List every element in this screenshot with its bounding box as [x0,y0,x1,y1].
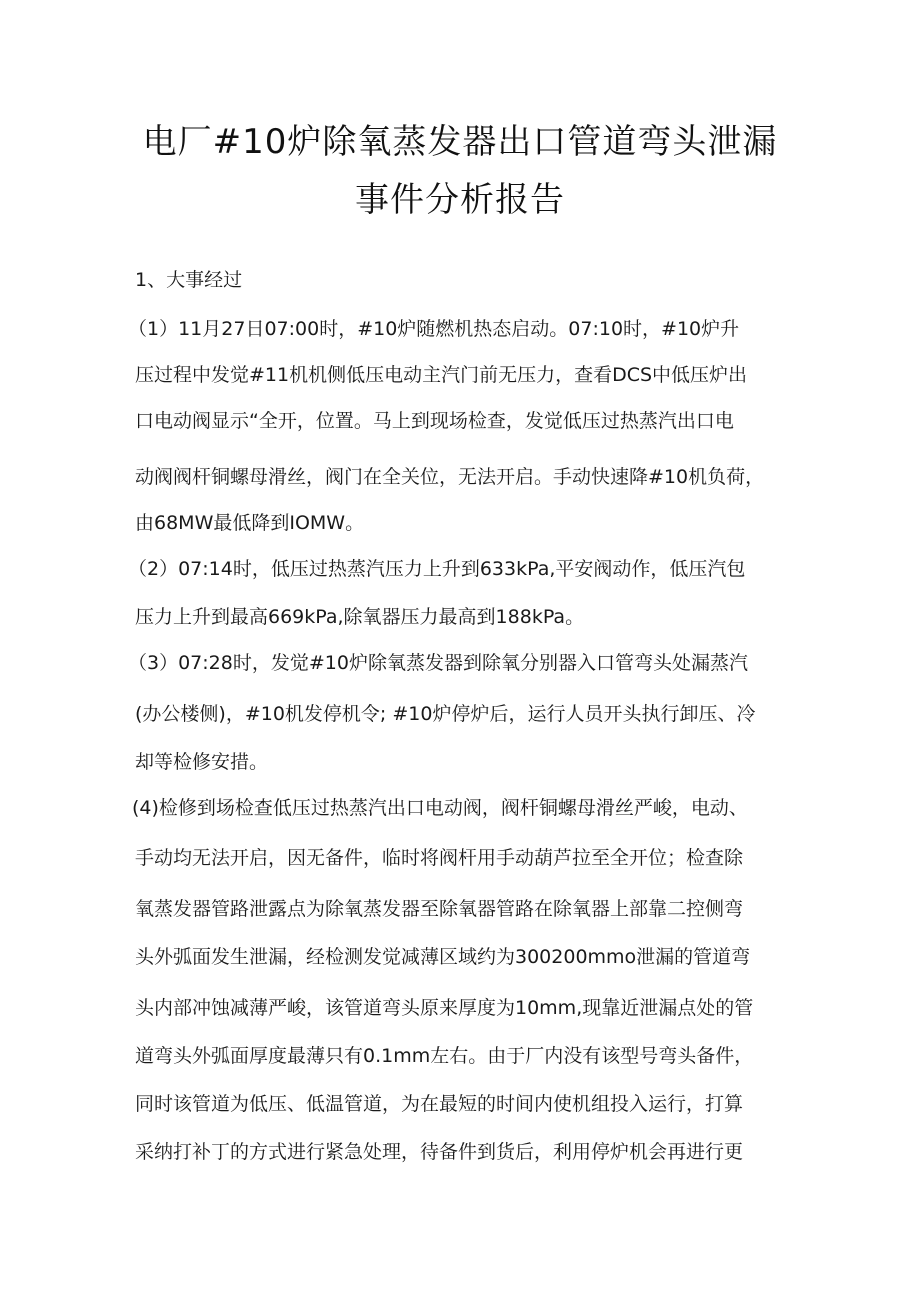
paragraph-1-line-5: 由68MW最低降到IOMW。 [135,512,365,534]
document-title-line-2: 事件分析报告 [355,180,565,220]
paragraph-4-line-8: 采纳打补丁的方式进行紧急处理，待备件到货后，利用停炉机会再进行更 [135,1141,744,1163]
paragraph-3-line-3: 却等检修安措。 [135,751,269,773]
paragraph-4-line-4: 头外弧面发生泄漏，经检测发觉减薄区域约为300200mmo泄漏的管道弯 [135,946,751,968]
paragraph-1-line-1: （1）11月27日07:00时，#10炉随燃机热态启动。07:10时，#10炉升 [128,318,740,340]
paragraph-1-line-3: 口电动阀显示“全开，位置。马上到现场检查，发觉低压过热蒸汽出口电 [135,410,734,432]
paragraph-2-line-1: （2）07:14时，低压过热蒸汽压力上升到633kPa,平安阀动作，低压汽包 [128,558,746,580]
paragraph-2-line-2: 压力上升到最高669kPa,除氧器压力最高到188kPa。 [135,606,585,628]
document-title-line-1: 电厂#10炉除氧蒸发器出口管道弯头泄漏 [142,122,778,162]
paragraph-3-line-1: （3）07:28时，发觉#10炉除氧蒸发器到除氧分别器入口管弯头处漏蒸汽 [128,652,748,674]
paragraph-4-line-2: 手动均无法开启，因无备件，临时将阀杆用手动葫芦拉至全开位；检查除 [135,847,744,869]
paragraph-4-line-6: 道弯头外弧面厚度最薄只有0.1mm左右。由于厂内没有该型号弯头备件， [135,1045,754,1067]
paragraph-4-line-3: 氧蒸发器管路泄露点为除氧蒸发器至除氧器管路在除氧器上部靠二控侧弯 [135,898,744,920]
paragraph-4-line-5: 头内部冲蚀减薄严峻，该管道弯头原来厚度为10mm,现靠近泄漏点处的管 [135,997,754,1019]
paragraph-4-line-7: 同时该管道为低压、低温管道，为在最短的时间内使机组投入运行，打算 [135,1093,744,1115]
section-heading: 1、大事经过 [135,269,243,291]
paragraph-1-line-2: 压过程中发觉#11机机侧低压电动主汽门前无压力，查看DCS中低压炉出 [135,364,748,386]
paragraph-3-line-2: (办公楼侧)，#10机发停机令; #10炉停炉后，运行人员开头执行卸压、冷 [135,703,756,725]
paragraph-1-line-4: 动阀阀杆铜螺母滑丝，阀门在全关位，无法开启。手动快速降#10机负荷， [135,466,765,488]
paragraph-4-line-1: (4)检修到场检查低压过热蒸汽出口电动阀，阀杆铜螺母滑丝严峻，电动、 [132,797,748,819]
